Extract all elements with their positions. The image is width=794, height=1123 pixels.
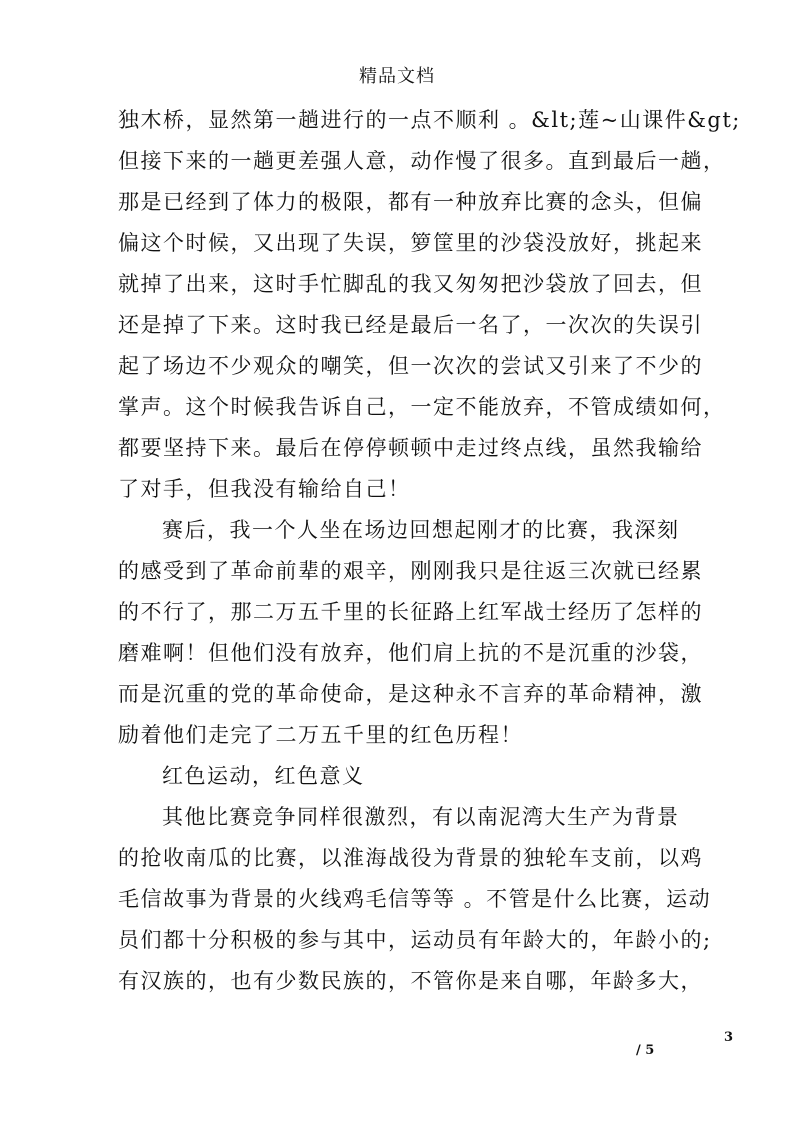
text-line: 都要坚持下来。最后在停停顿顿中走过终点线，虽然我输给 [118, 436, 703, 460]
text-line: 的抢收南瓜的比赛，以淮海战役为背景的独轮车支前，以鸡 [118, 846, 703, 870]
text-line: 的感受到了革命前辈的艰辛，刚刚我只是往返三次就已经累 [118, 559, 703, 583]
text-line: 毛信故事为背景的火线鸡毛信等等 。不管是什么比赛，运动 [118, 887, 712, 911]
page-number: 3 [724, 1030, 734, 1045]
text-line: 还是掉了下来。这时我已经是最后一名了，一次次的失误引 [118, 313, 703, 337]
text-line: 员们都十分积极的参与其中，运动员有年龄大的，年龄小的; [118, 928, 712, 952]
text-line: 了对手，但我没有输给自己！ [118, 477, 411, 501]
text-line: 但接下来的一趟更差强人意，动作慢了很多。直到最后一趟， [118, 149, 726, 173]
page-total: / 5 [636, 1043, 655, 1058]
text-line: 其他比赛竞争同样很激烈，有以南泥湾大生产为背景 [162, 805, 680, 829]
text-line: 赛后，我一个人坐在场边回想起刚才的比赛，我深刻 [162, 518, 680, 542]
text-line: 独木桥，显然第一趟进行的一点不顺利 。&lt;莲~山课件&gt; [118, 108, 741, 132]
text-line: 就掉了出来，这时手忙脚乱的我又匆匆把沙袋放了回去，但 [118, 272, 703, 296]
text-line: 磨难啊！但他们没有放弃，他们肩上抗的不是沉重的沙袋， [118, 641, 703, 665]
text-line: 起了场边不少观众的嘲笑，但一次次的尝试又引来了不少的 [118, 354, 703, 378]
text-line: 那是已经到了体力的极限，都有一种放弃比赛的念头，但偏 [118, 190, 703, 214]
document-body [118, 100, 741, 1002]
page-header: 精品文档 [359, 66, 435, 87]
text-line: 励着他们走完了二万五千里的红色历程！ [118, 723, 523, 747]
section-heading: 红色运动，红色意义 [162, 764, 365, 788]
text-line: 掌声。这个时候我告诉自己，一定不能放弃，不管成绩如何， [118, 395, 726, 419]
text-line: 偏这个时候，又出现了失误，箩筐里的沙袋没放好，挑起来 [118, 231, 703, 255]
text-line: 的不行了，那二万五千里的长征路上红军战士经历了怎样的 [118, 600, 703, 624]
text-line: 而是沉重的党的革命使命，是这种永不言弃的革命精神，激 [118, 682, 703, 706]
text-line: 有汉族的，也有少数民族的，不管你是来自哪，年龄多大， [118, 969, 703, 993]
